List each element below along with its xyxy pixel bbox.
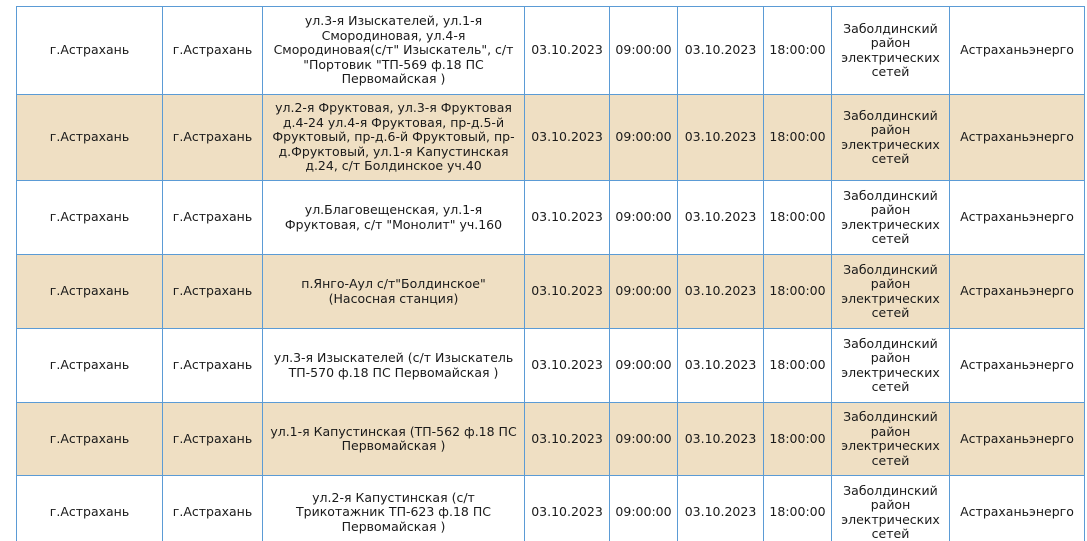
outage-table-body — [17, 7, 1085, 541]
outage-table — [16, 6, 1085, 541]
address-cell: ул.2-я Капустинская (с/т Трикотажник ТП-623 ф.18 ПС Первомайская ) — [263, 476, 525, 541]
table-row — [17, 95, 1085, 181]
table-row — [17, 181, 1085, 255]
company-cell: Астраханьэнерго — [950, 329, 1085, 403]
res-cell: Заболдинский район электрических сетей — [832, 403, 950, 476]
district-cell: г.Астрахань — [163, 255, 263, 329]
table-row — [17, 476, 1085, 541]
city-cell: г.Астрахань — [17, 255, 163, 329]
district-cell: г.Астрахань — [163, 403, 263, 476]
city-cell: г.Астрахань — [17, 403, 163, 476]
table-row — [17, 255, 1085, 329]
start-date-cell: 03.10.2023 — [525, 329, 610, 403]
end-date-cell: 03.10.2023 — [678, 476, 764, 541]
res-cell: Заболдинский район электрических сетей — [832, 95, 950, 181]
district-cell: г.Астрахань — [163, 181, 263, 255]
company-cell: Астраханьэнерго — [950, 181, 1085, 255]
end-date-cell: 03.10.2023 — [678, 403, 764, 476]
start-date-cell: 03.10.2023 — [525, 7, 610, 95]
address-cell: ул.3-я Изыскателей, ул.1-я Смородиновая, ул.4-я Смородиновая(с/т" Изыскатель", с/т "Портовик "ТП-569 ф.18 ПС Первомайская ) — [263, 7, 525, 95]
company-cell: Астраханьэнерго — [950, 476, 1085, 541]
end-time-cell: 18:00:00 — [764, 403, 832, 476]
city-cell: г.Астрахань — [17, 329, 163, 403]
res-cell: Заболдинский район электрических сетей — [832, 7, 950, 95]
start-time-cell: 09:00:00 — [610, 403, 678, 476]
table-row — [17, 7, 1085, 95]
res-cell: Заболдинский район электрических сетей — [832, 476, 950, 541]
start-date-cell: 03.10.2023 — [525, 476, 610, 541]
table-row — [17, 403, 1085, 476]
address-cell: п.Янго-Аул с/т"Болдинское" (Насосная станция) — [263, 255, 525, 329]
end-date-cell: 03.10.2023 — [678, 181, 764, 255]
end-time-cell: 18:00:00 — [764, 329, 832, 403]
company-cell: Астраханьэнерго — [950, 7, 1085, 95]
table-row — [17, 329, 1085, 403]
start-date-cell: 03.10.2023 — [525, 181, 610, 255]
district-cell: г.Астрахань — [163, 95, 263, 181]
district-cell: г.Астрахань — [163, 7, 263, 95]
end-time-cell: 18:00:00 — [764, 181, 832, 255]
district-cell: г.Астрахань — [163, 329, 263, 403]
start-time-cell: 09:00:00 — [610, 7, 678, 95]
end-date-cell: 03.10.2023 — [678, 329, 764, 403]
address-cell: ул.1-я Капустинская (ТП-562 ф.18 ПС Первомайская ) — [263, 403, 525, 476]
company-cell: Астраханьэнерго — [950, 255, 1085, 329]
start-time-cell: 09:00:00 — [610, 476, 678, 541]
end-time-cell: 18:00:00 — [764, 7, 832, 95]
address-cell: ул.2-я Фруктовая, ул.3-я Фруктовая д.4-24 ул.4-я Фруктовая, пр-д.5-й Фруктовый, пр-д.6-й Фруктовый, пр-д.Фруктовый, ул.1-я Капустинская д.24, с/т Болдинское уч.40 — [263, 95, 525, 181]
start-date-cell: 03.10.2023 — [525, 403, 610, 476]
start-date-cell: 03.10.2023 — [525, 95, 610, 181]
start-time-cell: 09:00:00 — [610, 329, 678, 403]
district-cell: г.Астрахань — [163, 476, 263, 541]
city-cell: г.Астрахань — [17, 476, 163, 541]
res-cell: Заболдинский район электрических сетей — [832, 255, 950, 329]
start-time-cell: 09:00:00 — [610, 181, 678, 255]
end-time-cell: 18:00:00 — [764, 255, 832, 329]
start-time-cell: 09:00:00 — [610, 95, 678, 181]
end-date-cell: 03.10.2023 — [678, 255, 764, 329]
end-date-cell: 03.10.2023 — [678, 95, 764, 181]
end-date-cell: 03.10.2023 — [678, 7, 764, 95]
company-cell: Астраханьэнерго — [950, 95, 1085, 181]
res-cell: Заболдинский район электрических сетей — [832, 329, 950, 403]
city-cell: г.Астрахань — [17, 181, 163, 255]
start-time-cell: 09:00:00 — [610, 255, 678, 329]
address-cell: ул.3-я Изыскателей (с/т Изыскатель ТП-570 ф.18 ПС Первомайская ) — [263, 329, 525, 403]
end-time-cell: 18:00:00 — [764, 95, 832, 181]
company-cell: Астраханьэнерго — [950, 403, 1085, 476]
end-time-cell: 18:00:00 — [764, 476, 832, 541]
address-cell: ул.Благовещенская, ул.1-я Фруктовая, с/т "Монолит" уч.160 — [263, 181, 525, 255]
res-cell: Заболдинский район электрических сетей — [832, 181, 950, 255]
city-cell: г.Астрахань — [17, 95, 163, 181]
start-date-cell: 03.10.2023 — [525, 255, 610, 329]
city-cell: г.Астрахань — [17, 7, 163, 95]
